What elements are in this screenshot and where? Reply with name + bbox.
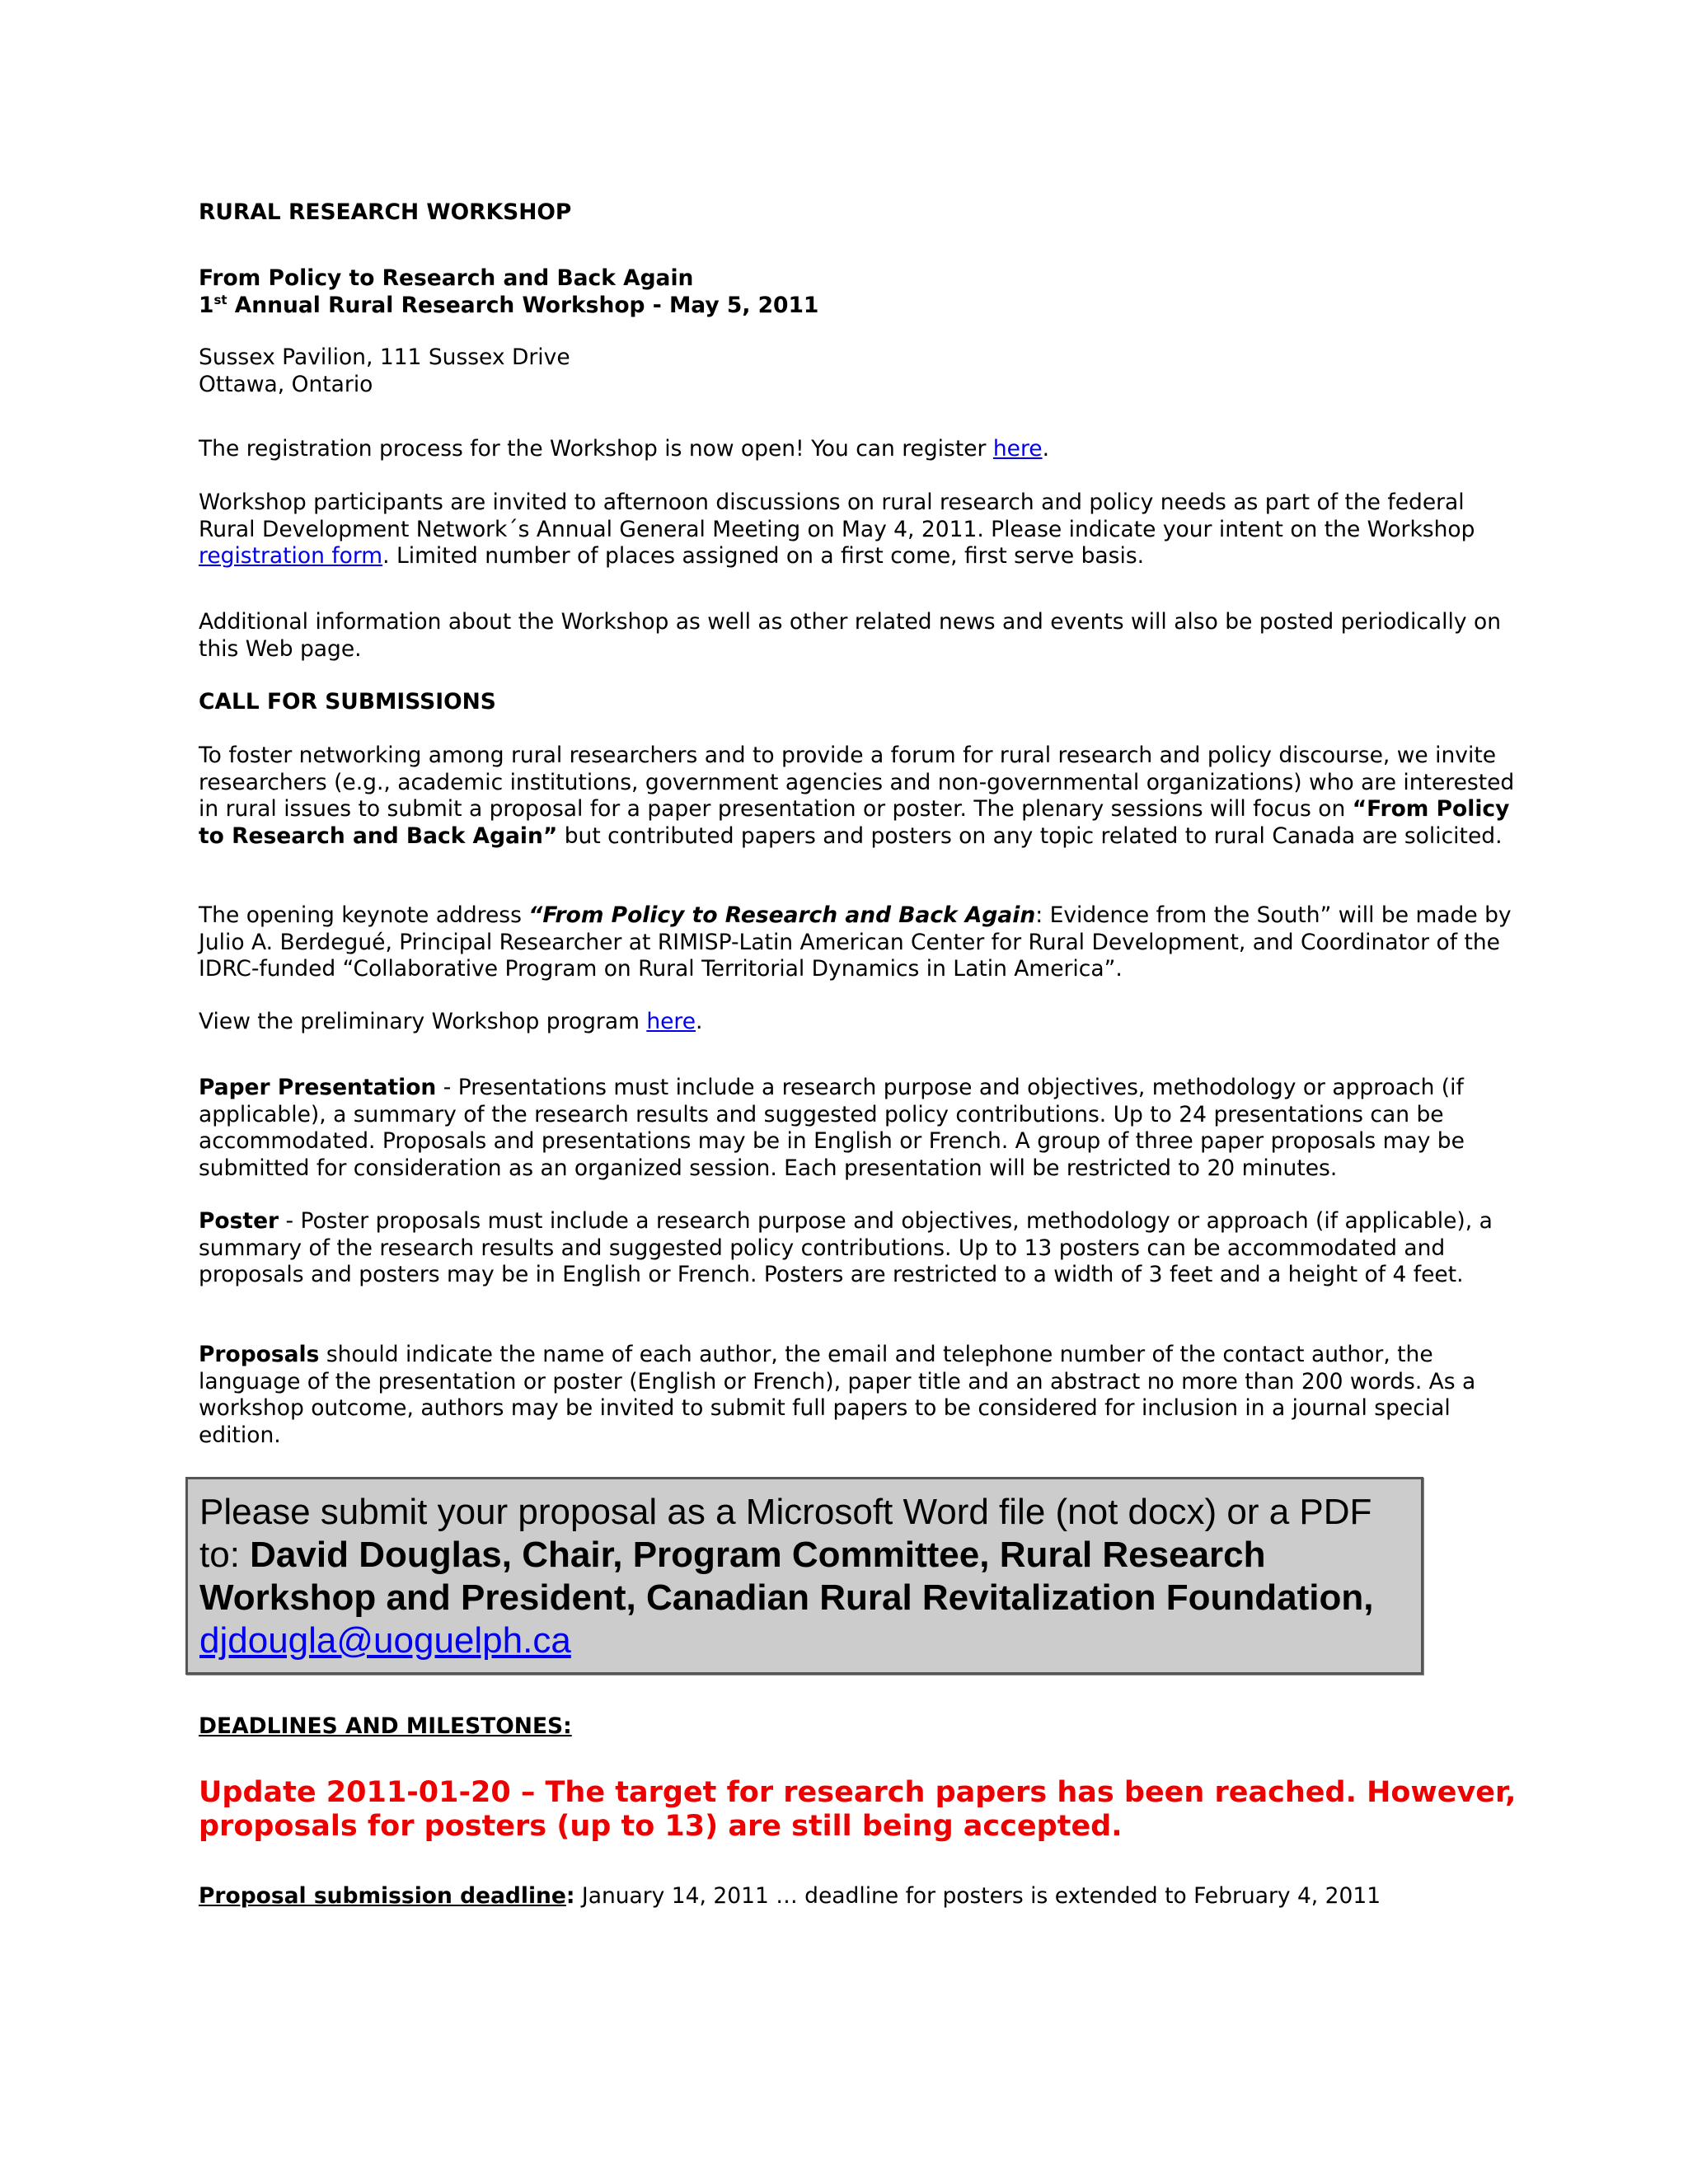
program-end: . xyxy=(696,1009,703,1034)
deadline-colon: : xyxy=(565,1883,575,1909)
subtitle-line: From Policy to Research and Back Again xyxy=(199,265,694,291)
deadlines-heading: DEADLINES AND MILESTONES: xyxy=(199,1713,572,1739)
paper-presentation-label: Paper Presentation xyxy=(199,1075,437,1100)
keynote-title: “From Policy to Research and Back Again xyxy=(528,902,1036,928)
submission-deadline-text: January 14, 2011 … deadline for posters is extended to February 4, 2011 xyxy=(574,1883,1381,1909)
registration-form-link[interactable]: registration form xyxy=(199,543,383,569)
email-link[interactable]: djdougla@uoguelph.ca xyxy=(199,1620,571,1661)
program-paragraph xyxy=(199,1009,1517,1036)
poster-label: Poster xyxy=(199,1208,279,1234)
discussions-text-end: . Limited number of places assigned on a first come, first serve basis. xyxy=(382,543,1145,569)
call-intro-paragraph xyxy=(199,743,1517,850)
poster-paragraph xyxy=(199,1208,1517,1289)
registration-end: . xyxy=(1042,436,1050,462)
additional-info-paragraph: Additional information about the Workshop as well as other related news and events will also be posted periodically on this Web page. xyxy=(199,609,1501,662)
submission-box xyxy=(185,1477,1423,1675)
edition-line xyxy=(199,293,1517,320)
submission-recipient: David Douglas, Chair, Program Committee, Rural Research Workshop and President, Canadian Rural Revitalization Foundation, xyxy=(199,1535,1374,1618)
registration-text: The registration process for the Workshop is now open! You can register xyxy=(199,436,993,462)
discussions-paragraph xyxy=(199,490,1517,570)
edition-text: Annual Rural Research Workshop - May 5, 2011 xyxy=(227,292,819,318)
paper-presentation-text: - Presentations must include a research purpose and objectives, methodology or approach (if applicable), a summary of the research results and suggested policy contributions. Up to 24 presentations can be accommodated. Proposals and presentations may be in English or French. A group of three paper proposals may be submitted for consideration as an organized session. Each presentation will be restricted to 20 minutes. xyxy=(199,1075,1465,1181)
update-notice: Update 2011-01-20 – The target for research papers has been reached. However, proposals for posters (up to 13) are still being accepted. xyxy=(199,1776,1517,1843)
keynote-paragraph xyxy=(199,902,1517,983)
proposals-paragraph xyxy=(199,1342,1517,1449)
proposals-label: Proposals xyxy=(199,1342,320,1367)
call-intro-end: but contributed papers and posters on any topic related to rural Canada are solicited. xyxy=(557,823,1503,849)
call-for-submissions-heading: CALL FOR SUBMISSIONS xyxy=(199,689,496,715)
program-here-link[interactable]: here xyxy=(646,1009,696,1034)
venue-line: Sussex Pavilion, 111 Sussex Drive xyxy=(199,344,570,370)
register-here-link[interactable]: here xyxy=(992,436,1043,462)
poster-text: - Poster proposals must include a research purpose and objectives, methodology or approach (if applicable), a summary of the research results and suggested policy contributions. Up to 13 posters can be accommodated and proposals and posters may be in English or French. Posters are restricted to a width of 3 feet and a height of 4 feet. xyxy=(199,1208,1493,1287)
registration-paragraph xyxy=(199,436,1517,463)
city-line: Ottawa, Ontario xyxy=(199,371,373,397)
submission-text: Please submit your proposal as a Microsoft Word file (not docx) or a PDF to: xyxy=(199,1492,1372,1575)
paper-presentation-paragraph xyxy=(199,1075,1517,1182)
edition-superscript: st xyxy=(213,292,227,307)
submission-deadline-label: Proposal submission deadline xyxy=(199,1883,566,1909)
page-title: RURAL RESEARCH WORKSHOP xyxy=(199,199,572,225)
submission-deadline-line xyxy=(199,1883,1517,1910)
plenary-focus-title: “From Policy to Research and Back Again” xyxy=(199,796,1510,849)
keynote-text: The opening keynote address xyxy=(199,902,529,928)
workshop-subtitle xyxy=(199,265,1517,319)
keynote-text-end: : Evidence from the South” will be made by Julio A. Berdegué, Principal Researcher at RIMISP-Latin American Center for Rural Development, and Coordinator of the IDRC-funded “Collaborative Program on Rural Territorial Dynamics in Latin America”. xyxy=(199,902,1512,982)
call-intro-text: To foster networking among rural researchers and to provide a forum for rural research and policy discourse, we invite researchers (e.g., academic institutions, government agencies and non-governmental organizations) who are interested in rural issues to submit a proposal for a paper presentation or poster. The plenary sessions will focus on xyxy=(199,743,1515,822)
venue-address xyxy=(199,344,1517,398)
proposals-text: should indicate the name of each author, the email and telephone number of the contact author, the language of the presentation or poster (English or French), paper title and an abstract no more than 200 words. As a workshop outcome, authors may be invited to submit full papers to be considered for inclusion in a journal special edition. xyxy=(199,1342,1476,1448)
program-text: View the preliminary Workshop program xyxy=(199,1009,647,1034)
discussions-text: Workshop participants are invited to afternoon discussions on rural research and policy needs as part of the federal Rural Development Network´s Annual General Meeting on May 4, 2011. Please indicate your intent on the Workshop xyxy=(199,490,1475,542)
edition-number: 1 xyxy=(199,292,214,318)
